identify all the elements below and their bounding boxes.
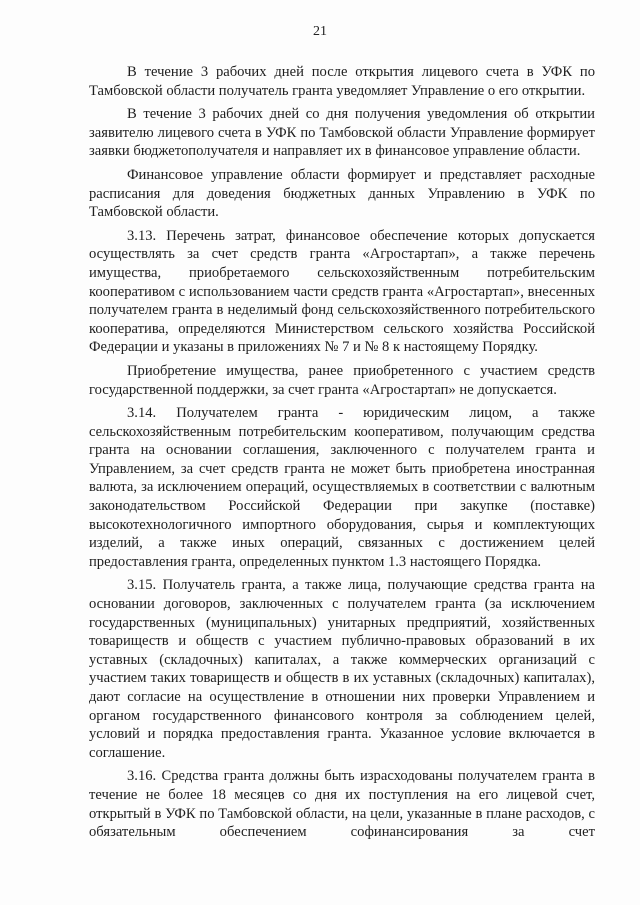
paragraph: В течение 3 рабочих дней со дня получения уведомления об открытии заявителю лицевого счета в УФК по Тамбовской области Управление формирует заявки бюджетополучателя и направляет их в финансовое управление области. — [89, 106, 595, 160]
paragraph: В течение 3 рабочих дней после открытия лицевого счета в УФК по Тамбовской области получатель гранта уведомляет Управление о его открытии. — [89, 64, 595, 99]
paragraph: Финансовое управление области формирует и представляет расходные расписания для доведения бюджетных данных Управлению в УФК по Тамбовской области. — [89, 166, 595, 221]
page-number: 21 — [313, 24, 327, 39]
document-body — [89, 63, 595, 847]
paragraph: 3.14. Получателем гранта - юридическим лицом, а также сельскохозяйственным потребительским кооперативом, получающим средства гранта на основании соглашения, заключенного с получателем гранта и Управлением, за счет средств гранта не может быть приобретена иностранная валюта, за исключением операций, осуществляемых в соответствии с валютным законодательством Российской Федерации при закупке (поставке) высокотехнологичного импортного оборудования, сырья и комплектующих изделий, а также иных операций, связанных с достижением целей предоставления гранта, определенных пунктом 1.3 настоящего Порядка. — [89, 405, 595, 570]
paragraph: 3.15. Получатель гранта, а также лица, получающие средства гранта на основании договоров, заключенных с получателем гранта (за исключением государственных (муниципальных) унитарных предприятий, хозяйственных товариществ и обществ с участием публично-правовых образований в их уставных (складочных) капиталах, а также коммерческих организаций с участием таких товариществ и обществ в их уставных (складочных) капиталах), дают согласие на осуществление в отношении них проверки Управлением и органом государственного финансового контроля за соблюдением целей, условий и порядка предоставления гранта. Указанное условие включается в соглашение. — [89, 577, 595, 761]
paragraph: 3.16. Средства гранта должны быть израсходованы получателем гранта в течение не более 18 месяцев со дня их поступления на его лицевой счет, открытый в УФК по Тамбовской области, на цели, указанные в плане расходов, с обязательным обеспечением софинансирования за счет — [89, 768, 595, 841]
paragraph: 3.13. Перечень затрат, финансовое обеспечение которых допускается осуществлять за счет средств гранта «Агростартап», а также перечень имущества, приобретаемого сельскохозяйственным потребительским кооперативом с использованием части средств гранта «Агростартап», внесенных получателем гранта в неделимый фонд сельскохозяйственного потребительского кооператива, определяются Министерством сельского хозяйства Российской Федерации и указаны в приложениях № 7 и № 8 к настоящему Порядку. — [89, 227, 595, 356]
paragraph: Приобретение имущества, ранее приобретенного с участием средств государственной поддержки, за счет гранта «Агростартап» не допускается. — [89, 362, 595, 398]
